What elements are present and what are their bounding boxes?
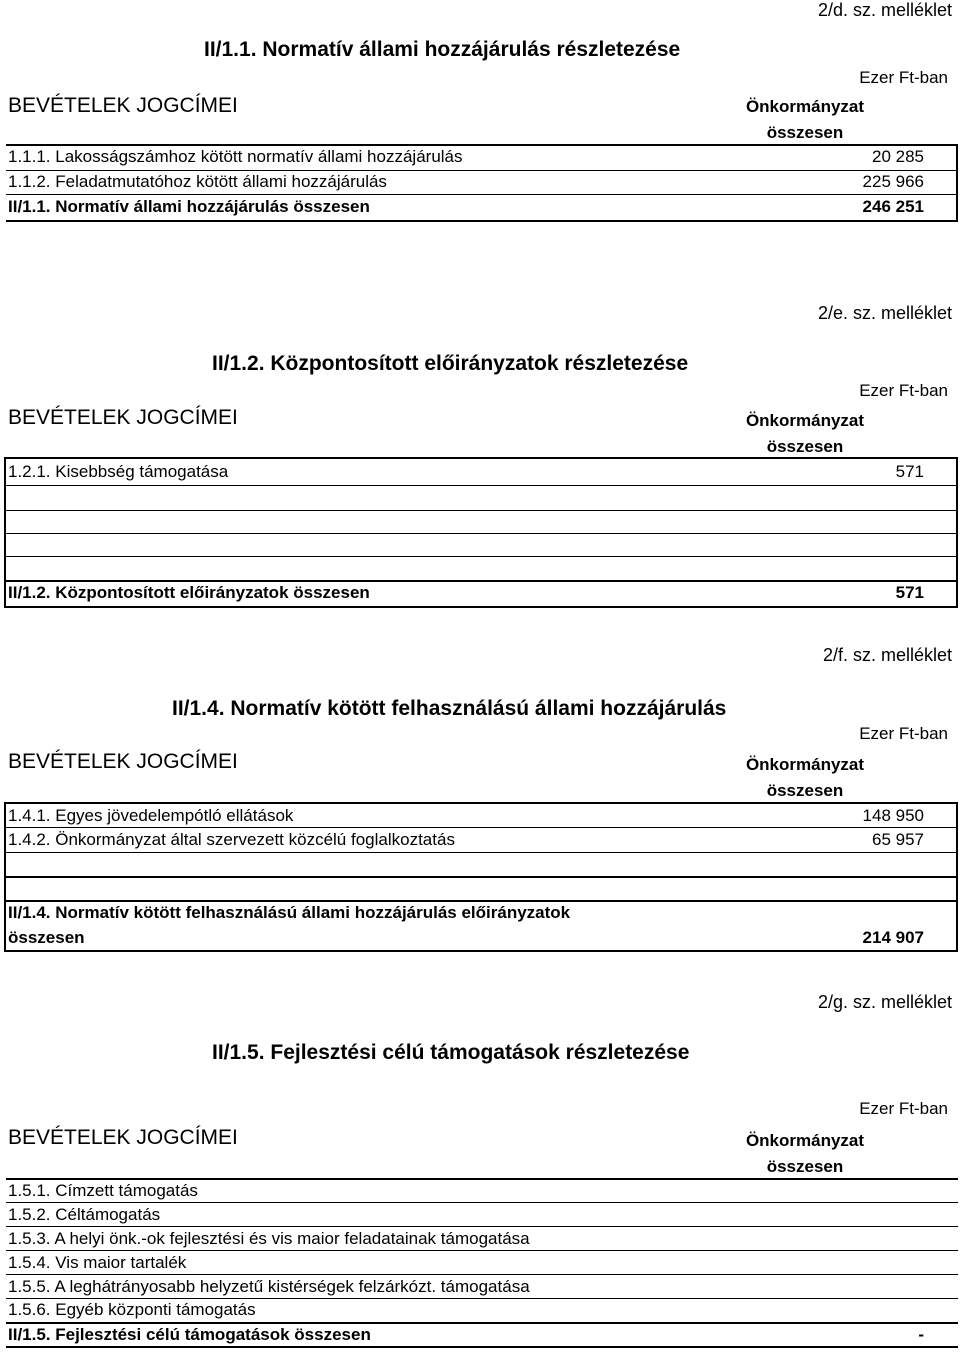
row-label: 1.5.5. A leghátrányosabb helyzetű kistérségek felzárkózt. támogatása <box>8 1277 530 1296</box>
table-rule <box>6 852 958 853</box>
table-rule <box>6 580 958 582</box>
table-border <box>4 457 6 608</box>
column-header-line-2: összesen <box>766 437 844 456</box>
total-value: 214 907 <box>862 928 924 947</box>
table-rule <box>6 802 958 804</box>
table-rule <box>6 556 958 557</box>
table-rule <box>6 950 958 952</box>
table-border <box>4 802 6 952</box>
total-value: - <box>918 1325 924 1344</box>
column-header-municipality-total <box>730 94 880 146</box>
table-border <box>956 802 958 952</box>
row-label: 1.5.4. Vis maior tartalék <box>8 1253 187 1272</box>
table-rule <box>6 876 958 878</box>
table-rule <box>6 1202 958 1203</box>
section-title: II/1.4. Normatív kötött felhasználású állami hozzájárulás <box>172 697 727 720</box>
table-rule <box>6 900 958 902</box>
total-value: 571 <box>895 583 924 602</box>
column-header-income-titles: BEVÉTELEK JOGCÍMEI <box>8 406 238 429</box>
table-rule <box>6 1298 958 1299</box>
table-rule <box>6 606 958 608</box>
column-header-income-titles: BEVÉTELEK JOGCÍMEI <box>8 750 238 773</box>
table-rule <box>6 1322 958 1324</box>
column-header-line-2: összesen <box>766 781 844 800</box>
table-rule <box>6 510 958 511</box>
row-label: 1.5.6. Egyéb központi támogatás <box>8 1300 256 1319</box>
annex-label: 2/d. sz. melléklet <box>817 0 952 20</box>
row-label: 1.1.2. Feladatmutatóhoz kötött állami hozzájárulás <box>8 172 387 191</box>
table-rule <box>6 485 958 486</box>
table-rule <box>6 170 958 171</box>
table-rule <box>6 1178 958 1180</box>
column-header-income-titles: BEVÉTELEK JOGCÍMEI <box>8 1126 238 1149</box>
section-title: II/1.5. Fejlesztési célú támogatások részletezése <box>212 1041 690 1064</box>
row-label: 1.1.1. Lakosságszámhoz kötött normatív állami hozzájárulás <box>8 147 463 166</box>
table-rule <box>6 457 958 459</box>
table-rule <box>6 1250 958 1251</box>
column-header-line-1: Önkormányzat <box>745 411 865 430</box>
row-label: 1.4.2. Önkormányzat által szervezett közcélú foglalkoztatás <box>8 830 455 849</box>
row-value: 65 957 <box>872 830 924 849</box>
table-rule <box>6 194 958 195</box>
unit-label: Ezer Ft-ban <box>859 68 948 87</box>
row-label: 1.5.1. Címzett támogatás <box>8 1181 198 1200</box>
table-rule <box>6 1226 958 1227</box>
table-border <box>956 144 958 222</box>
total-value: 246 251 <box>862 197 924 216</box>
column-header-municipality-total <box>730 408 880 460</box>
column-header-municipality-total <box>730 752 880 804</box>
row-value: 225 966 <box>862 172 924 191</box>
unit-label: Ezer Ft-ban <box>859 381 948 400</box>
row-value: 148 950 <box>862 806 924 825</box>
table-rule <box>6 533 958 534</box>
section-title: II/1.2. Központosított előirányzatok részletezése <box>212 352 689 375</box>
table-rule <box>6 144 958 146</box>
total-label-line-2: összesen <box>8 928 85 947</box>
row-label: 1.5.3. A helyi önk.-ok fejlesztési és vis maior feladatainak támogatása <box>8 1229 530 1248</box>
row-value: 571 <box>895 462 924 481</box>
column-header-municipality-total <box>730 1128 880 1180</box>
row-label: 1.5.2. Céltámogatás <box>8 1205 161 1224</box>
column-header-line-1: Önkormányzat <box>745 755 865 774</box>
column-header-line-1: Önkormányzat <box>745 97 865 116</box>
row-value: 20 285 <box>872 147 924 166</box>
total-label: II/1.5. Fejlesztési célú támogatások összesen <box>8 1325 371 1344</box>
table-border <box>956 457 958 608</box>
column-header-income-titles: BEVÉTELEK JOGCÍMEI <box>8 94 238 117</box>
table-rule <box>6 1346 958 1348</box>
total-label: II/1.1. Normatív állami hozzájárulás összesen <box>8 197 370 216</box>
unit-label: Ezer Ft-ban <box>859 724 948 743</box>
annex-label: 2/e. sz. melléklet <box>817 303 952 323</box>
column-header-line-2: összesen <box>766 1157 844 1176</box>
section-title: II/1.1. Normatív állami hozzájárulás részletezése <box>204 38 681 61</box>
column-header-line-1: Önkormányzat <box>745 1131 865 1150</box>
table-rule <box>6 827 958 828</box>
table-rule <box>6 220 958 222</box>
column-header-line-2: összesen <box>766 123 844 142</box>
total-label-line-1: II/1.4. Normatív kötött felhasználású állami hozzájárulás előirányzatok <box>8 903 571 922</box>
unit-label: Ezer Ft-ban <box>859 1099 948 1118</box>
table-rule <box>6 1274 958 1275</box>
row-label: 1.4.1. Egyes jövedelempótló ellátások <box>8 806 294 825</box>
annex-label: 2/g. sz. melléklet <box>817 992 952 1012</box>
total-label: II/1.2. Központosított előirányzatok összesen <box>8 583 370 602</box>
row-label: 1.2.1. Kisebbség támogatása <box>8 462 229 481</box>
annex-label: 2/f. sz. melléklet <box>822 645 952 665</box>
